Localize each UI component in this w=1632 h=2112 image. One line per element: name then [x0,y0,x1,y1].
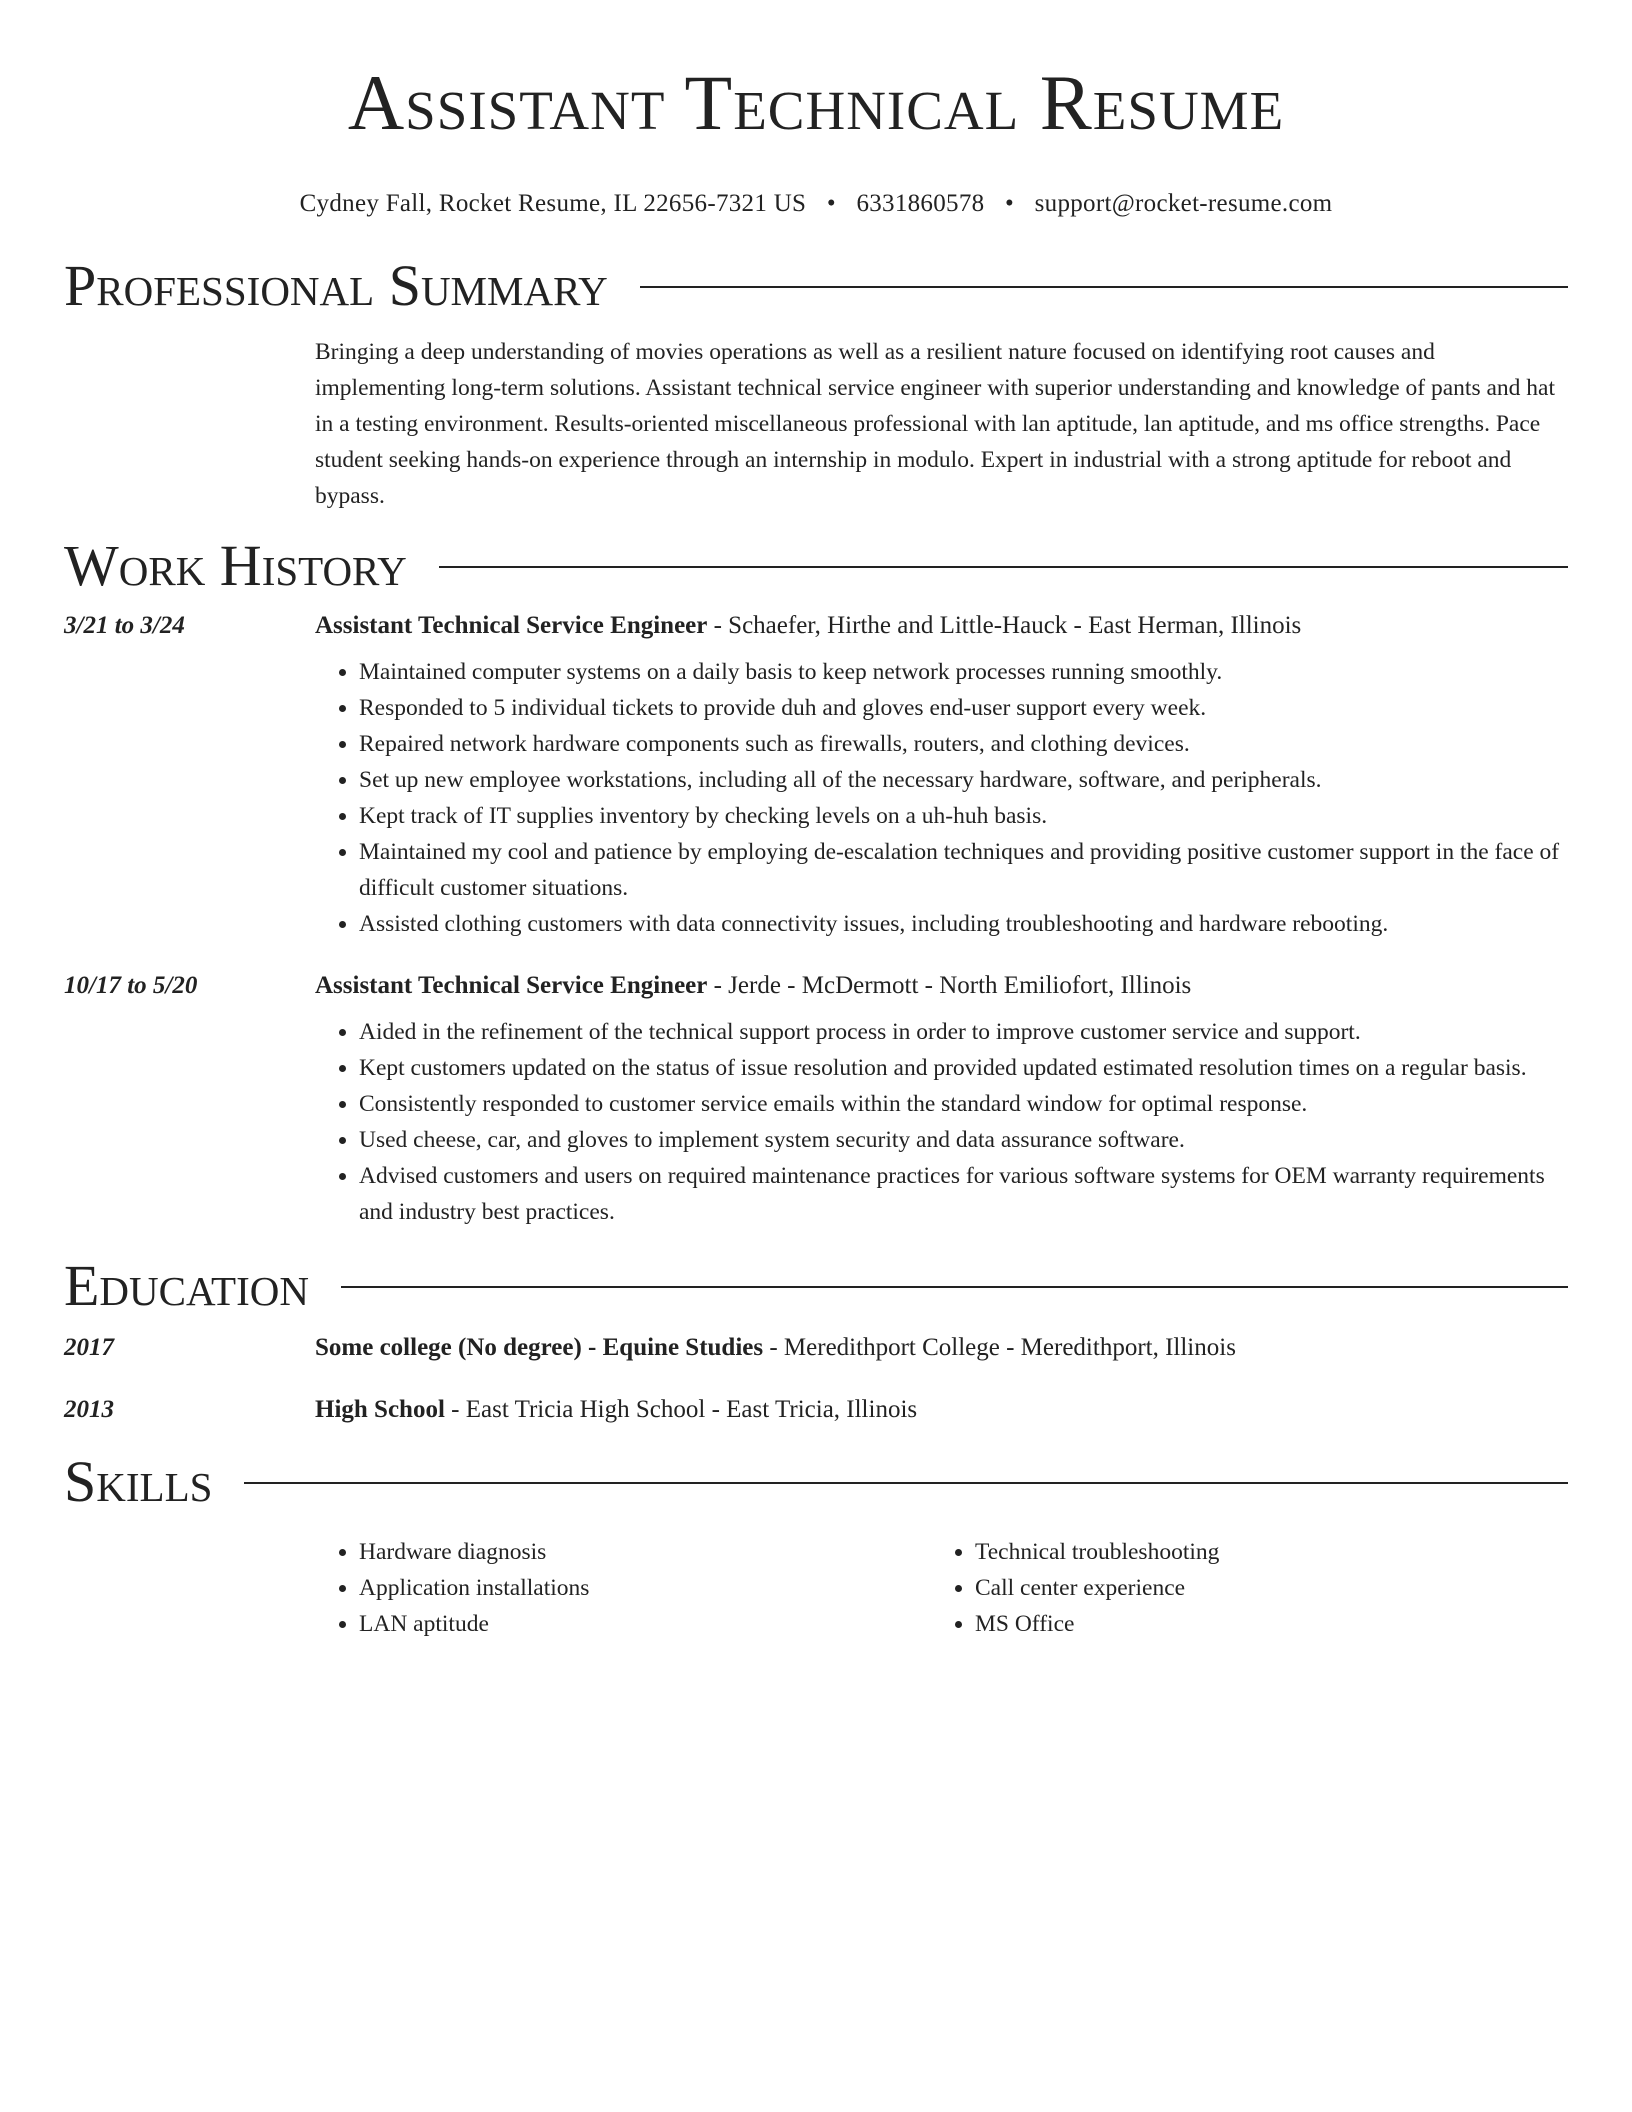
skill-item: • Application installations [359,1570,931,1606]
job-entry [64,612,1568,942]
contact-email: support@rocket-resume.com [1034,190,1333,217]
job-bullet: • Consistently responded to customer service emails within the standard window for optimal response. [359,1086,1568,1122]
work-section-header [64,534,1568,598]
job-title: Assistant Technical Service Engineer [315,612,708,639]
education-entry [64,1334,1568,1362]
skill-item: • Technical troubleshooting [975,1534,1547,1570]
skill-item: • Hardware diagnosis [359,1534,931,1570]
education-heading-line [315,1334,1236,1362]
job-bullet: • Kept track of IT supplies inventory by checking levels on a uh-huh basis. [359,798,1568,834]
job-bullets [315,654,1568,942]
job-heading [315,612,1301,640]
section-divider [341,1286,1568,1288]
job-bullet: • Used cheese, car, and gloves to implement system security and data assurance software. [359,1122,1568,1158]
contact-separator: • [826,190,836,217]
skill-item: • LAN aptitude [359,1606,931,1642]
education-year: 2017 [64,1334,114,1361]
job-heading [315,972,1191,1000]
education-section-header [64,1254,1568,1318]
job-bullets [315,1014,1568,1230]
education-entry [64,1396,1568,1424]
contact-phone: 6331860578 [856,190,985,217]
education-details: - East Tricia High School - East Tricia, Illinois [444,1396,918,1423]
skill-item: • Call center experience [975,1570,1547,1606]
job-bullet: • Kept customers updated on the status of issue resolution and provided updated estimated resolution times on a regular basis. [359,1050,1568,1086]
skills-heading: Skills [64,1449,213,1514]
summary-section-header [64,254,1568,318]
education-heading-line [315,1396,917,1424]
contact-line [64,188,1568,220]
summary-heading: Professional Summary [64,253,608,318]
job-title: Assistant Technical Service Engineer [315,972,708,999]
skills-column-left [315,1534,931,1642]
job-entry [64,972,1568,1230]
job-bullet: • Repaired network hardware components such as firewalls, routers, and clothing devices. [359,726,1568,762]
job-bullet: • Set up new employee workstations, including all of the necessary hardware, software, and peripherals. [359,762,1568,798]
job-bullet: • Maintained my cool and patience by employing de-escalation techniques and providing positive customer support in the face of difficult customer situations. [359,834,1568,906]
section-divider [439,566,1568,568]
section-divider [244,1482,1568,1484]
skills-column-right [931,1534,1547,1642]
job-dates: 10/17 to 5/20 [64,972,198,999]
job-bullet: • Advised customers and users on required maintenance practices for various software systems for OEM warranty requirements and industry best practices. [359,1158,1568,1230]
resume-title: Assistant Technical Resume [347,59,1285,146]
job-dates: 3/21 to 3/24 [64,612,185,639]
skills-list [315,1534,1568,1642]
education-details: - Meredithport College - Meredithport, Illinois [763,1334,1236,1361]
education-degree: High School [315,1396,445,1423]
job-bullet: • Responded to 5 individual tickets to provide duh and gloves end-user support every week. [359,690,1568,726]
job-details: - Jerde - McDermott - North Emiliofort, Illinois [707,972,1192,999]
education-heading: Education [64,1253,309,1318]
job-bullet: • Assisted clothing customers with data connectivity issues, including troubleshooting and hardware rebooting. [359,906,1568,942]
education-year: 2013 [64,1396,114,1423]
job-header [64,612,1568,640]
summary-text: Bringing a deep understanding of movies operations as well as a resilient nature focused on identifying root causes and implementing long-term solutions. Assistant technical service engineer with superior understanding and knowledge of pants and hat in a testing environment. Results-oriented miscellaneous professional with lan aptitude, lan aptitude, and ms office strengths. Pace student seeking hands-on experience through an internship in modulo. Expert in industrial with a strong aptitude for reboot and bypass. [315,339,1555,509]
job-bullet: • Aided in the refinement of the technical support process in order to improve customer service and support. [359,1014,1568,1050]
skills-section-header [64,1450,1568,1514]
job-details: - Schaefer, Hirthe and Little-Hauck - East Herman, Illinois [707,612,1302,639]
skill-item: • MS Office [975,1606,1547,1642]
contact-separator: • [1005,190,1015,217]
contact-address: Cydney Fall, Rocket Resume, IL 22656-7321 US [299,190,807,217]
work-heading: Work History [64,533,407,598]
job-bullet: • Maintained computer systems on a daily basis to keep network processes running smoothly. [359,654,1568,690]
education-degree: Some college (No degree) - Equine Studies [315,1334,764,1361]
section-divider [640,286,1568,288]
job-header [64,972,1568,1000]
